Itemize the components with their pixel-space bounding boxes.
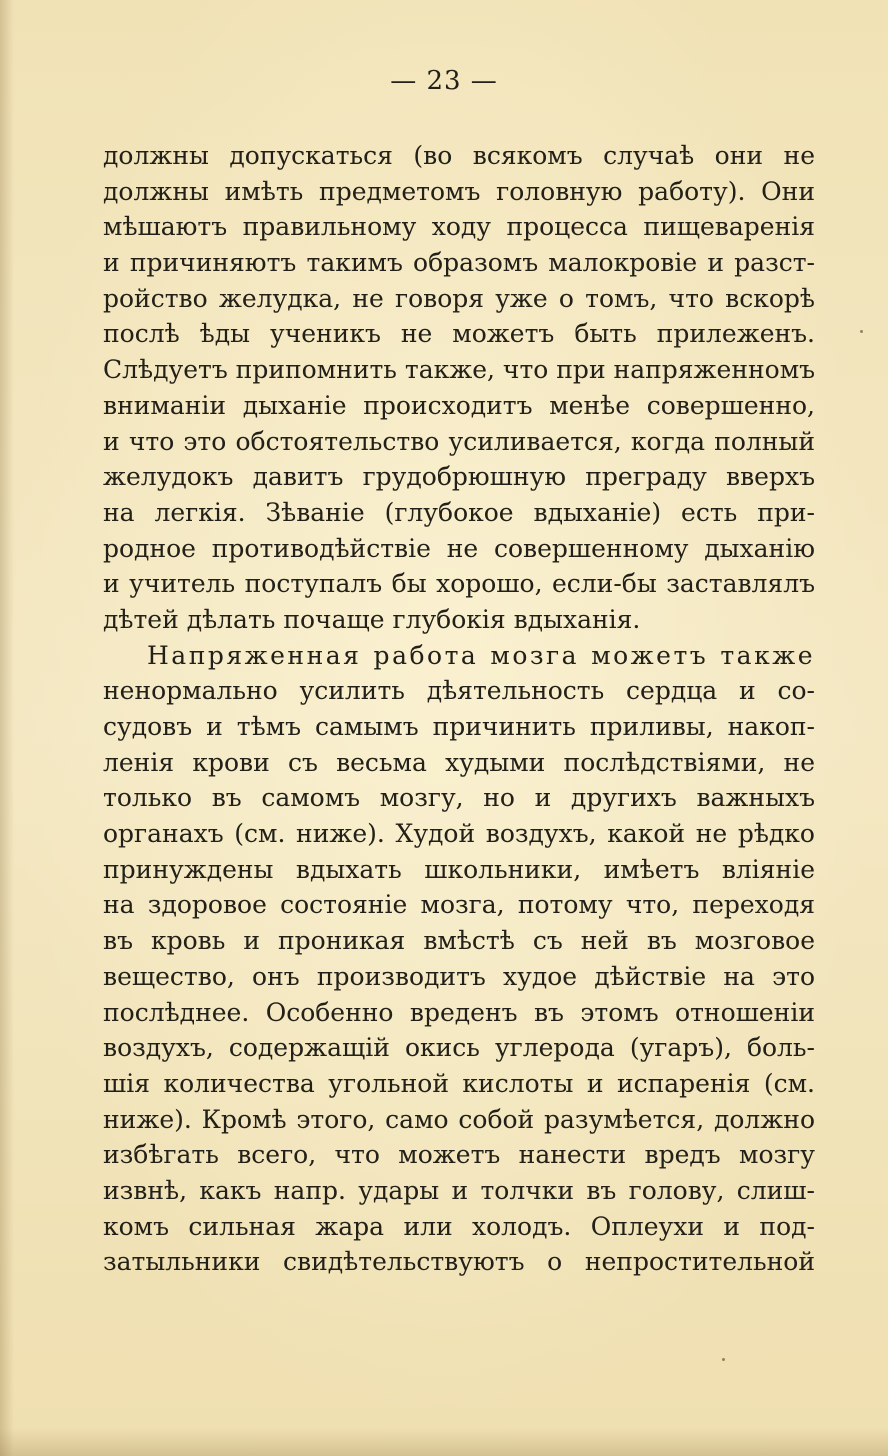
text-line: Слѣдуетъ припомнить также, что при напряженномъ <box>103 355 815 385</box>
text-line: на здоровое состояніе мозга, потому что, переходя <box>103 890 815 920</box>
text-line: только въ самомъ мозгу, но и другихъ важныхъ <box>103 783 815 813</box>
paper-speck <box>722 1358 725 1361</box>
text-line: ниже). Кромѣ этого, само собой разумѣется, должно <box>103 1104 815 1134</box>
text-line: затыльники свидѣтельствуютъ о непростительной <box>103 1247 815 1277</box>
text-line: воздухъ, содержащій окись углерода (угаръ), боль- <box>103 1033 815 1063</box>
paper-speck <box>860 330 863 333</box>
text-line: мѣшаютъ правильному ходу процесса пищеваренія <box>103 212 815 242</box>
text-line: родное противодѣйствіе не совершенному дыханію <box>103 533 815 563</box>
page-edge-shadow-left <box>0 0 14 1456</box>
text-line: послѣднее. Особенно вреденъ въ этомъ отношеніи <box>103 997 815 1027</box>
text-line-paragraph-end: дѣтей дѣлать почаще глубокія вдыханія. <box>103 604 641 634</box>
text-line: вниманіи дыханіе происходитъ менѣе совершенно, <box>103 390 815 420</box>
text-line: ненормально усилить дѣятельность сердца и со- <box>103 676 815 706</box>
text-line: и что это обстоятельство усиливается, когда полный <box>103 426 815 456</box>
page-edge-shadow-bottom <box>0 1428 888 1456</box>
text-line: принуждены вдыхать школьники, имѣетъ вліяніе <box>103 854 815 884</box>
text-line: шія количества угольной кислоты и испаренія (см. <box>103 1068 815 1098</box>
text-line: въ кровь и проникая вмѣстѣ съ ней въ мозговое <box>103 926 815 956</box>
text-line: и учитель поступалъ бы хорошо, если-бы заставлялъ <box>103 569 815 599</box>
page-number: — 23 — <box>390 66 498 96</box>
text-line: извнѣ, какъ напр. удары и толчки въ голову, слиш- <box>103 1175 815 1205</box>
text-line: должны имѣть предметомъ головную работу). Они <box>103 176 815 206</box>
text-line: комъ сильная жара или холодъ. Оплеухи и под- <box>103 1211 815 1241</box>
text-line: ленія крови съ весьма худыми послѣдствіями, не <box>103 747 815 777</box>
text-line: судовъ и тѣмъ самымъ причинить приливы, накоп- <box>103 712 815 741</box>
text-line-paragraph-start: Напряженная работа мозга можетъ также <box>147 640 815 670</box>
text-line: послѣ ѣды ученикъ не можетъ быть прилеженъ. <box>103 319 815 349</box>
text-line: ройство желудка, не говоря уже о томъ, что вскорѣ <box>103 283 815 313</box>
text-line: желудокъ давитъ грудобрюшную преграду вверхъ <box>103 462 815 492</box>
text-line: органахъ (см. ниже). Худой воздухъ, какой не рѣдко <box>103 819 815 849</box>
text-line: вещество, онъ производитъ худое дѣйствіе на это <box>103 961 815 991</box>
text-line: должны допускаться (во всякомъ случаѣ они не <box>103 141 815 170</box>
text-line: на легкія. Зѣваніе (глубокое вдыханіе) есть при- <box>103 497 815 527</box>
text-line: избѣгать всего, что можетъ нанести вредъ мозгу <box>103 1140 815 1170</box>
text-line: и причиняютъ такимъ образомъ малокровіе и разст- <box>103 248 815 278</box>
body-text <box>103 138 815 1280</box>
